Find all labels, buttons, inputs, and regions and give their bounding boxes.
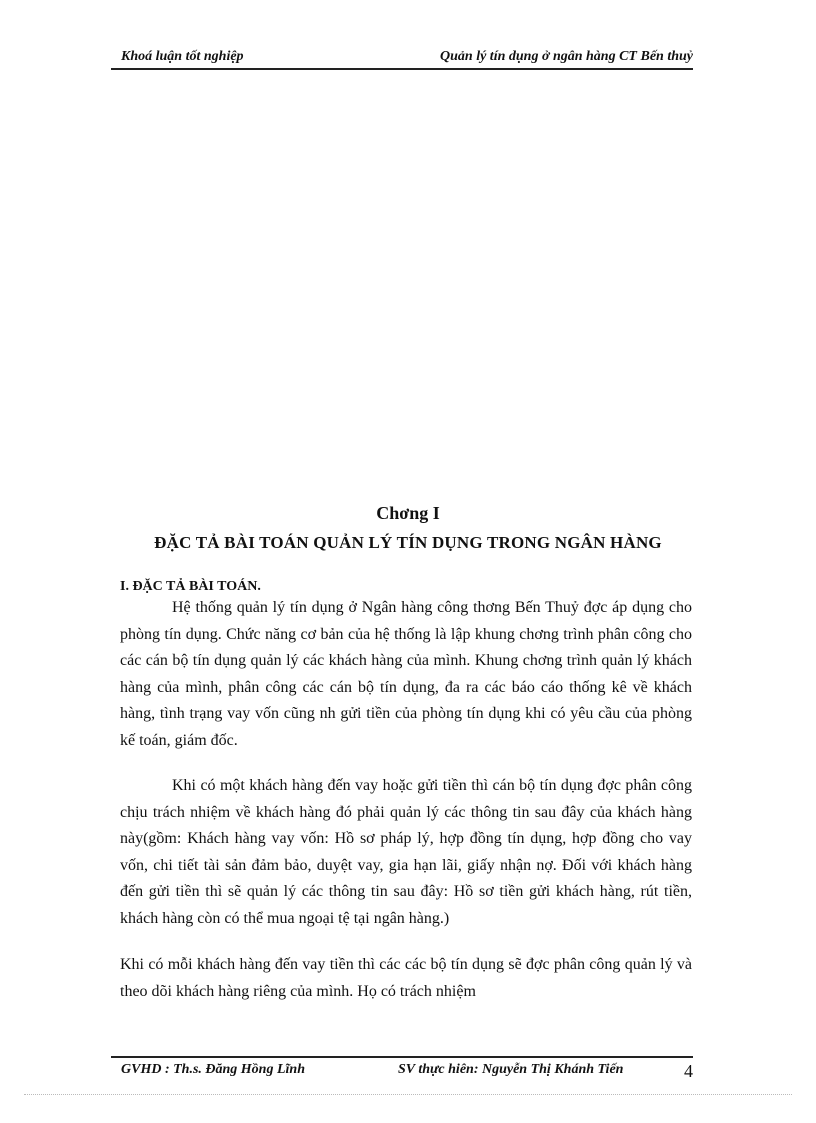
page-footer [111, 1056, 693, 1088]
page-number: 4 [684, 1061, 693, 1081]
paragraph-1: Hệ thống quản lý tín dụng ở Ngân hàng công thơng Bến Thuỷ đợc áp dụng cho phòng tín dụng. Chức năng cơ bản của hệ thống là lập khung chơng trình phân công cho các cán bộ tín dụng quản lý các khách hàng của mình. Khung chơng trình quản lý khách hàng của mình, phân công các cán bộ tín dụng, đa ra các báo cáo thống kê về khách hàng, tình trạng vay vốn cũng nh gửi tiền của phòng tín dụng khi có yêu cầu của phòng kế toán, giám đốc. [120, 599, 692, 749]
section-heading: I. ĐẶC TẢ BÀI TOÁN. [120, 579, 261, 594]
paragraph-3: Khi có mỗi khách hàng đến vay tiền thì các các bộ tín dụng sẽ đợc phân công quản lý và theo dõi khách hàng riêng của mình. Họ có trách nhiệm [120, 956, 692, 1000]
page-header [111, 46, 693, 70]
paragraph-2: Khi có một khách hàng đến vay hoặc gửi tiền thì cán bộ tín dụng đợc phân công chịu trách nhiệm về khách hàng đó phải quản lý các thông tin sau đây của khách hàng này(gồm: Khách hàng vay vốn: Hồ sơ pháp lý, hợp đồng tín dụng, hợp đồng cho vay vốn, chi tiết tài sản đảm bảo, duyệt vay, gia hạn lãi, giấy nhận nợ. Đối với khách hàng đến gửi tiền thì sẽ quản lý các thông tin sau đây: Hồ sơ tiền gửi khách hàng, rút tiền, khách hàng còn có thể mua ngoại tệ tại ngân hàng.) [120, 777, 692, 927]
header-thesis-label: Khoá luận tốt nghiệp [121, 49, 244, 64]
page-bottom-divider [24, 1094, 792, 1095]
footer-supervisor: GVHD : Th.s. Đăng Hồng Lĩnh [121, 1062, 305, 1077]
chapter-title: ĐẶC TẢ BÀI TOÁN QUẢN LÝ TÍN DỤNG TRONG NGÂN HÀNG [154, 533, 662, 552]
chapter-label: Chơng I [376, 503, 440, 523]
header-topic-title: Quản lý tín dụng ở ngân hàng CT Bến thuỷ [440, 49, 693, 64]
footer-student: SV thực hiên: Nguyễn Thị Khánh Tiến [398, 1062, 624, 1077]
